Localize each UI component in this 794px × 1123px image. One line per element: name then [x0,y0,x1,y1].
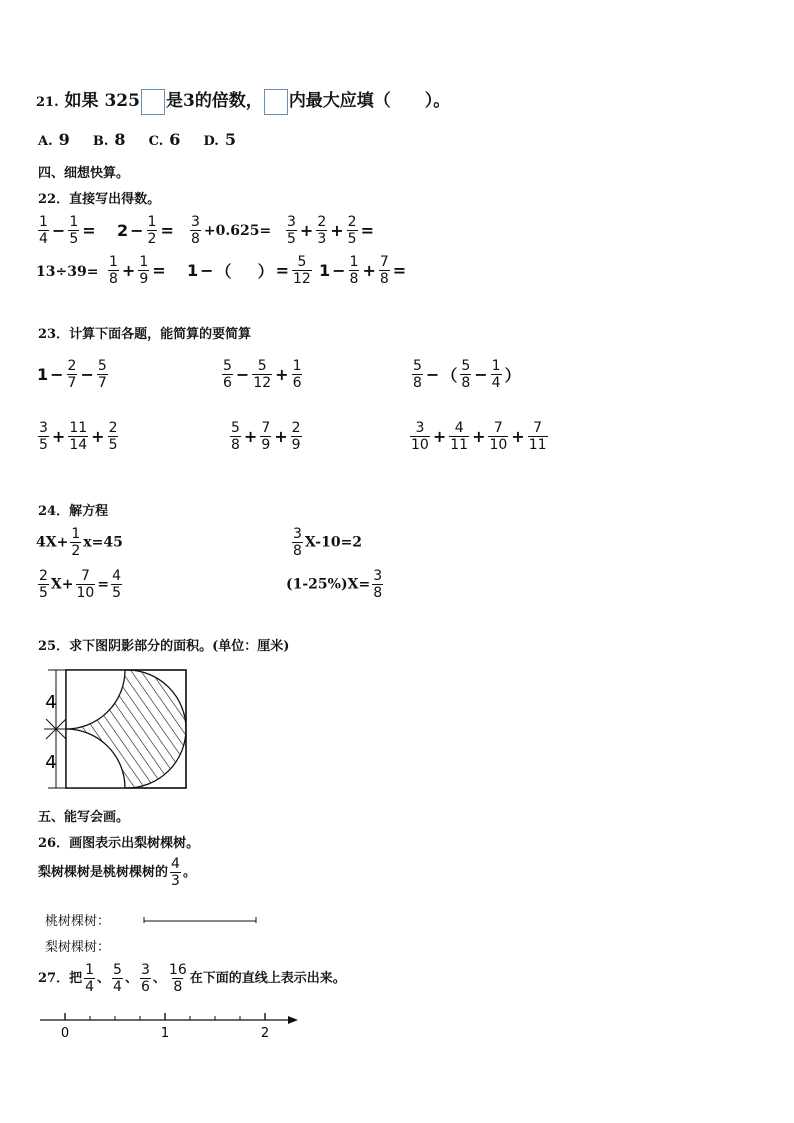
fraction: $\frac{5}{7}$ [97,358,107,392]
option-d[interactable]: D. 5 [203,130,236,149]
q23-expr-5: $\frac{5}{8}$ + $\frac{7}{9}$ + $\frac{2}{9}$ [231,420,301,454]
option-a[interactable]: A. 9 [38,130,70,149]
fraction: $\frac{5}{8}$ [413,358,422,392]
pear-tree-label: 梨树棵树： [45,940,111,955]
q24-eq-3: $\frac{2}{5}$ X+ $\frac{7}{10}$ = $\frac{4}{5}$ [39,568,121,602]
fraction: $\frac{7}{8}$ [379,254,389,288]
fraction: $\frac{4}{5}$ [112,568,121,602]
option-b[interactable]: B. 8 [92,130,126,149]
fraction: $\frac{2}{9}$ [291,420,301,454]
dimension-label: 4 [45,692,57,713]
fraction: $\frac{2}{5}$ [347,214,357,248]
q22-expr-7: 1 − （ ） = $\frac{5}{12}$ [187,254,311,288]
q23-expr-3: $\frac{5}{8}$ − （ $\frac{5}{8}$ − $\frac{1}{4}$ ） [413,358,521,392]
q22-expr-2: 2 − $\frac{1}{2}$ = [117,214,174,248]
shaded-area-figure [38,664,190,794]
fraction: $\frac{5}{8}$ [231,420,240,454]
peach-tree-segment [142,915,260,925]
question-25-title: 25．求下图阴影部分的面积。(单位：厘米) [38,639,290,654]
peach-tree-label: 桃树棵树： [45,914,111,929]
answer-box[interactable] [264,89,288,115]
fraction: $\frac{3}{8}$ [373,568,383,602]
tick-label: 2 [260,1026,270,1041]
q23-expr-6: $\frac{3}{10}$ + $\frac{4}{11}$ + $\frac{7}{10}$ + $\frac{7}{11}$ [411,420,547,454]
fraction: $\frac{1}{9}$ [139,254,149,288]
fraction: $\frac{5}{4}$ [113,962,122,996]
fraction: $\frac{4}{3}$ [171,856,180,890]
fraction: $\frac{1}{8}$ [109,254,118,288]
tick-label: 0 [60,1026,70,1041]
question-23-title: 23．计算下面各题，能简算的要简算 [38,327,252,342]
fraction: $\frac{1}{5}$ [69,214,79,248]
fraction: $\frac{7}{10}$ [489,420,508,454]
fraction: $\frac{5}{8}$ [461,358,471,392]
q22-expr-1: $\frac{1}{4}$ − $\frac{1}{5}$ = [39,214,96,248]
fraction: $\frac{1}{2}$ [71,526,81,560]
q22-expr-5: 13÷39= [36,264,99,280]
section-4-heading: 四、细想快算。 [38,166,130,181]
q21-options [38,130,254,149]
q22-expr-6: $\frac{1}{8}$ + $\frac{1}{9}$ = [109,254,166,288]
number-line [36,1010,302,1044]
fraction: $\frac{1}{2}$ [147,214,157,248]
q24-eq-4: (1-25%)X= $\frac{3}{8}$ [286,568,383,602]
fraction: $\frac{1}{8}$ [349,254,359,288]
fraction: $\frac{3}{10}$ [411,420,429,454]
fraction: $\frac{5}{12}$ [292,254,311,288]
q23-expr-1: 1 − $\frac{2}{7}$ − $\frac{5}{7}$ [37,358,107,392]
fraction: $\frac{2}{3}$ [317,214,327,248]
q22-expr-3: $\frac{3}{8}$ +0.625= [191,214,272,248]
section-5-heading: 五、能写会画。 [38,810,130,825]
question-26-statement: 梨树棵树是桃树棵树的 $\frac{4}{3}$ 。 [38,856,196,890]
fraction: $\frac{7}{10}$ [76,568,95,602]
fraction: $\frac{1}{4}$ [85,962,95,996]
q24-eq-1: 4X+ $\frac{1}{2}$ x=45 [36,526,123,560]
question-22-title: 22．直接写出得数。 [38,192,161,207]
fraction: $\frac{1}{6}$ [292,358,302,392]
answer-box[interactable] [141,89,165,115]
fraction: $\frac{4}{11}$ [450,420,469,454]
fraction: $\frac{3}{5}$ [287,214,296,248]
fraction: $\frac{3}{8}$ [191,214,200,248]
question-26-title: 26．画图表示出梨树棵树。 [38,836,200,851]
fraction: $\frac{3}{8}$ [293,526,302,560]
fraction: $\frac{2}{5}$ [108,420,118,454]
fraction: $\frac{7}{11}$ [528,420,547,454]
q22-expr-8: 1 − $\frac{1}{8}$ + $\frac{7}{8}$ = [319,254,407,288]
question-27-title: 27．把 $\frac{1}{4}$ 、 $\frac{5}{4}$ 、 $\frac{3}{6}$ 、 $\frac{16}{8}$ 在下面的直线上表示出来。 [38,962,346,996]
dimension-label: 4 [45,752,57,773]
fraction: $\frac{2}{5}$ [39,568,48,602]
fraction: $\frac{7}{9}$ [261,420,271,454]
question-24-title: 24．解方程 [38,504,109,519]
option-c[interactable]: C. 6 [148,130,181,149]
q23-expr-4: $\frac{3}{5}$ + $\frac{11}{14}$ + $\frac{2}{5}$ [39,420,118,454]
fraction: $\frac{1}{4}$ [39,214,48,248]
fraction: $\frac{5}{6}$ [223,358,232,392]
fraction: $\frac{2}{7}$ [67,358,77,392]
tick-label: 1 [160,1026,170,1041]
fraction: $\frac{1}{4}$ [491,358,501,392]
fraction: $\frac{11}{14}$ [69,420,88,454]
q24-eq-2: $\frac{3}{8}$ X-10=2 [293,526,363,560]
fraction: $\frac{5}{12}$ [253,358,272,392]
fraction: $\frac{3}{5}$ [39,420,48,454]
fraction: $\frac{16}{8}$ [168,962,187,996]
question-21: 21. 如果 325 是3的倍数， 内最大应填（ ）。 [36,86,450,115]
q23-expr-2: $\frac{5}{6}$ − $\frac{5}{12}$ + $\frac{1}{6}$ [223,358,302,392]
fraction: $\frac{3}{6}$ [140,962,150,996]
q22-expr-4: $\frac{3}{5}$ + $\frac{2}{3}$ + $\frac{2}{5}$ = [287,214,374,248]
